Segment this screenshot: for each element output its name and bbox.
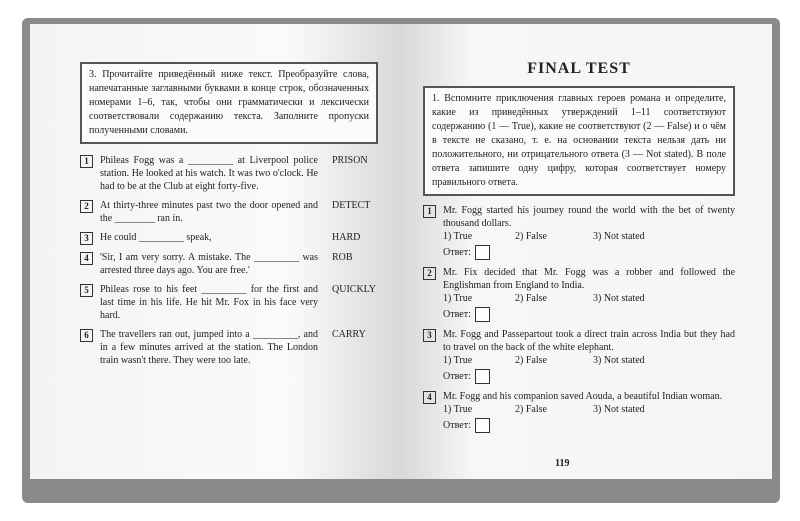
page-title: FINAL TEST — [527, 60, 631, 77]
item-text: At thirty-three minutes past two the door opened and the ________ ran in. — [100, 200, 318, 224]
option-false: 2) False — [515, 231, 547, 242]
answer-label: Ответ: — [443, 247, 471, 258]
option-not-stated: 3) Not stated — [593, 293, 645, 304]
option-false: 2) False — [515, 293, 547, 304]
item-text: Phileas Fogg was a _________ at Liverpool police station. He looked at his watch. It was two o'clock. He had to be at the Club at eight forty-five. — [100, 155, 318, 192]
answer-label: Ответ: — [443, 309, 471, 320]
answer-label: Ответ: — [443, 420, 471, 431]
item-number: 1 — [423, 205, 436, 218]
gap-fill-list — [80, 148, 378, 367]
statement-item — [423, 328, 735, 384]
item-number: 4 — [80, 252, 93, 265]
gap-fill-item — [80, 154, 378, 193]
task-1-instruction: 1. Вспомните приключения главных героев романа и определите, какие из приведённых утверждений 1–11 соответствуют содержанию (1 — True), какие не соответствуют (2 — False) и о чём в тексте не сказано, т. е. на основании текста нельзя дать ни положительного, ни отрицательного ответа (3 — Not stated). В поле ответа запишите одну цифру, которая соответствует номеру правильного ответа. — [423, 86, 735, 196]
option-not-stated: 3) Not stated — [593, 404, 645, 415]
source-word: CARRY — [332, 329, 366, 340]
gap-fill-item — [80, 251, 378, 277]
item-number: 2 — [80, 200, 93, 213]
statement-item — [423, 266, 735, 322]
option-not-stated: 3) Not stated — [593, 231, 645, 242]
gap-fill-item — [80, 328, 378, 367]
option-true: 1) True — [443, 355, 473, 366]
source-word: ROB — [332, 252, 353, 263]
answer-box[interactable] — [475, 418, 490, 433]
item-text: The travellers ran out, jumped into a _________, and in a few minutes arrived at the station. The London train wasn't there. They were too late. — [100, 329, 318, 366]
answer-box[interactable] — [475, 369, 490, 384]
source-word: PRISON — [332, 155, 368, 166]
option-false: 2) False — [515, 404, 547, 415]
gap-fill-item — [80, 283, 378, 322]
item-number: 4 — [423, 391, 436, 404]
option-true: 1) True — [443, 404, 473, 415]
gap-fill-item — [80, 231, 378, 245]
statement-item — [423, 204, 735, 260]
gap-fill-item — [80, 199, 378, 225]
item-number: 5 — [80, 284, 93, 297]
option-true: 1) True — [443, 231, 473, 242]
source-word: QUICKLY — [332, 284, 376, 295]
statement-item — [423, 390, 735, 433]
statement-text: Mr. Fogg and Passepartout took a direct train across India but they had to travel on the back of the white elephant. — [443, 329, 735, 353]
item-text: 'Sir, I am very sorry. A mistake. The _________ was arrested three days ago. You are free.' — [100, 252, 318, 276]
item-number: 6 — [80, 329, 93, 342]
option-true: 1) True — [443, 293, 473, 304]
source-word: HARD — [332, 232, 361, 243]
answer-label: Ответ: — [443, 371, 471, 382]
statement-text: Mr. Fix decided that Mr. Fogg was a robber and followed the Englishman from England to India. — [443, 267, 735, 291]
left-column — [80, 62, 378, 367]
item-text: Phileas rose to his feet _________ for the first and last time in his life. He hit Mr. Fox in his face very hard. — [100, 284, 318, 321]
answer-box[interactable] — [475, 307, 490, 322]
option-not-stated: 3) Not stated — [593, 355, 645, 366]
source-word: DETECT — [332, 200, 371, 211]
option-false: 2) False — [515, 355, 547, 366]
statement-text: Mr. Fogg started his journey round the world with the bet of twenty thousand dollars. — [443, 205, 735, 229]
item-number: 3 — [80, 232, 93, 245]
task-3-instruction: 3. Прочитайте приведённый ниже текст. Преобразуйте слова, напечатанные заглавными буквами в конце строк, обозначенных номерами 1–6, так, чтобы они грамматически и лексически соответствовали содержанию текста. Заполните пропуски полученными словами. — [80, 62, 378, 144]
item-number: 2 — [423, 267, 436, 280]
answer-box[interactable] — [475, 245, 490, 260]
statement-list — [423, 198, 735, 433]
item-text: He could _________ speak, — [100, 232, 212, 243]
item-number: 1 — [80, 155, 93, 168]
page-number: 119 — [555, 458, 570, 469]
statement-text: Mr. Fogg and his companion saved Aouda, a beautiful Indian woman. — [443, 391, 723, 402]
right-column — [423, 60, 735, 433]
item-number: 3 — [423, 329, 436, 342]
